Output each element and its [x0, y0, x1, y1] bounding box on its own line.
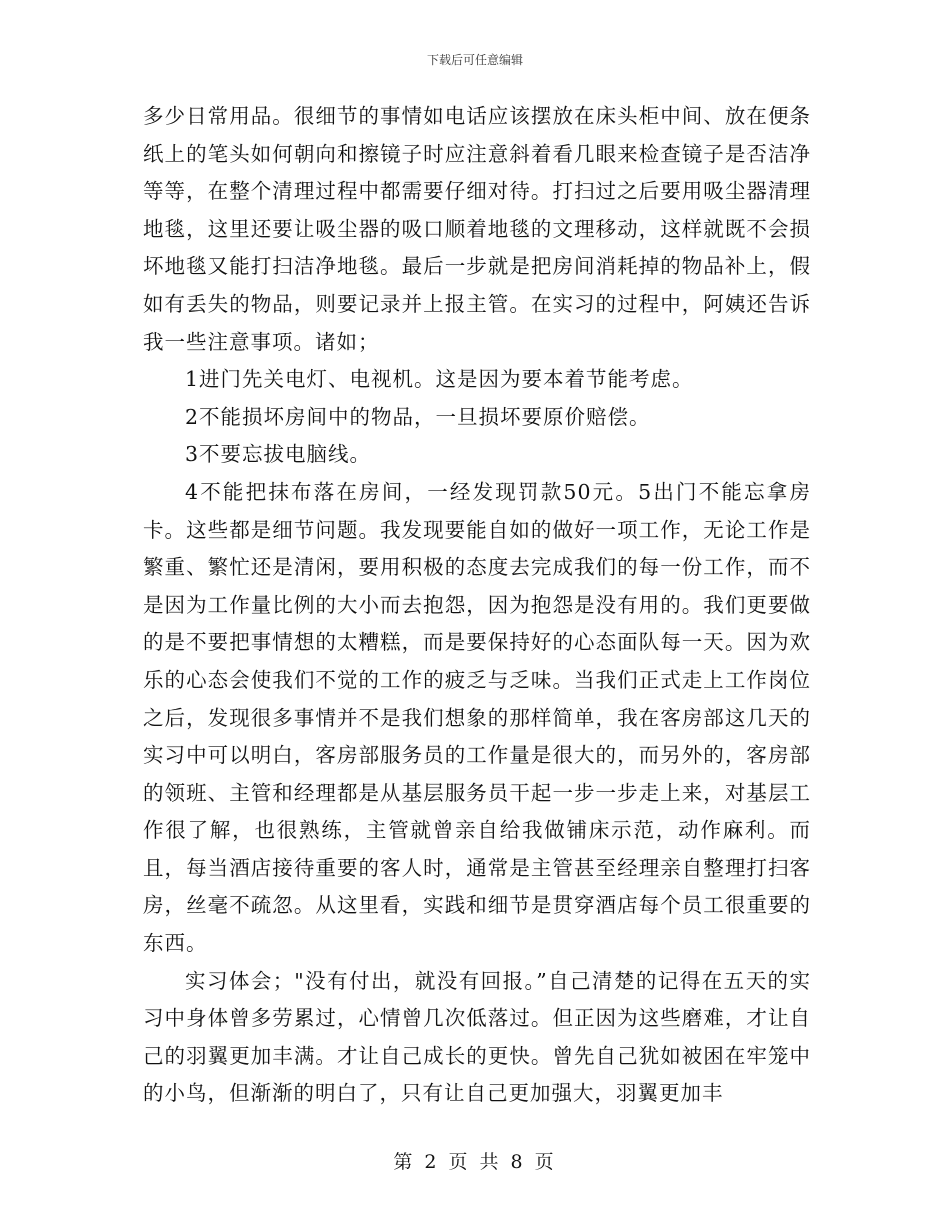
paragraph-2: 1进门先关电灯、电视机。这是因为要本着节能考虑。 [185, 367, 694, 392]
paragraph-4: 3不要忘拔电脑线。 [185, 442, 372, 467]
paragraph-3: 2不能损坏房间中的物品，一旦损坏要原价赔偿。 [185, 404, 651, 429]
page-footer: 第 2 页 共 8 页 [393, 1151, 557, 1173]
page-header: 下载后可任意编辑 [426, 53, 523, 67]
paragraph-5: 4不能把抹布落在房间，一经发现罚款50元。5出门不能忘拿房卡。这些都是细节问题。我发现要能自如的做好一项工作，无论工作是繁重、繁忙还是清闲，要用积极的态度去完成我们的每一份工作，而不是因为工作量比例的大小而去抱怨，因为抱怨是没有用的。我们更要做的是不要把事情想的太糟糕，而是要保持好的心态面队每一天。因为欢乐的心态会使我们不觉的工作的疲乏与乏味。当我们正式走上工作岗位之后，发现很多事情并不是我们想象的那样简单，我在客房部这几天的实习中可以明白，客房部服务员的工作量是很大的，而另外的，客房部的领班、主管和经理都是从基层服务员干起一步一步走上来，对基层工作很了解，也很熟练，主管就曾亲自给我做铺床示范，动作麻利。而且，每当酒店接待重要的客人时，通常是主管甚至经理亲自整理打扫客房，丝毫不疏忽。从这里看，实践和细节是贯穿酒店每个员工很重要的东西。 [143, 479, 811, 956]
paragraph-6: 实习体会；"没有付出，就没有回报。”自己清楚的记得在五天的实习中身体曾多劳累过，心情曾几次低落过。但正因为这些磨难，才让自己的羽翼更加丰满。才让自己成长的更快。曾先自己犹如被困在牢笼中的小鸟，但渐渐的明白了，只有让自己更加强大，羽翼更加丰 [143, 968, 811, 1106]
body-text [143, 98, 811, 1113]
paragraph-1: 多少日常用品。很细节的事情如电话应该摆放在床头柜中间、放在便条纸上的笔头如何朝向和擦镜子时应注意斜着看几眼来检查镜子是否洁净等等，在整个清理过程中都需要仔细对待。打扫过之后要用吸尘器清理地毯，这里还要让吸尘器的吸口顺着地毯的文理移动，这样就既不会损坏地毯又能打扫洁净地毯。最后一步就是把房间消耗掉的物品补上，假如有丢失的物品，则要记录并上报主管。在实习的过程中，阿姨还告诉我一些注意事项。诸如； [143, 104, 811, 354]
